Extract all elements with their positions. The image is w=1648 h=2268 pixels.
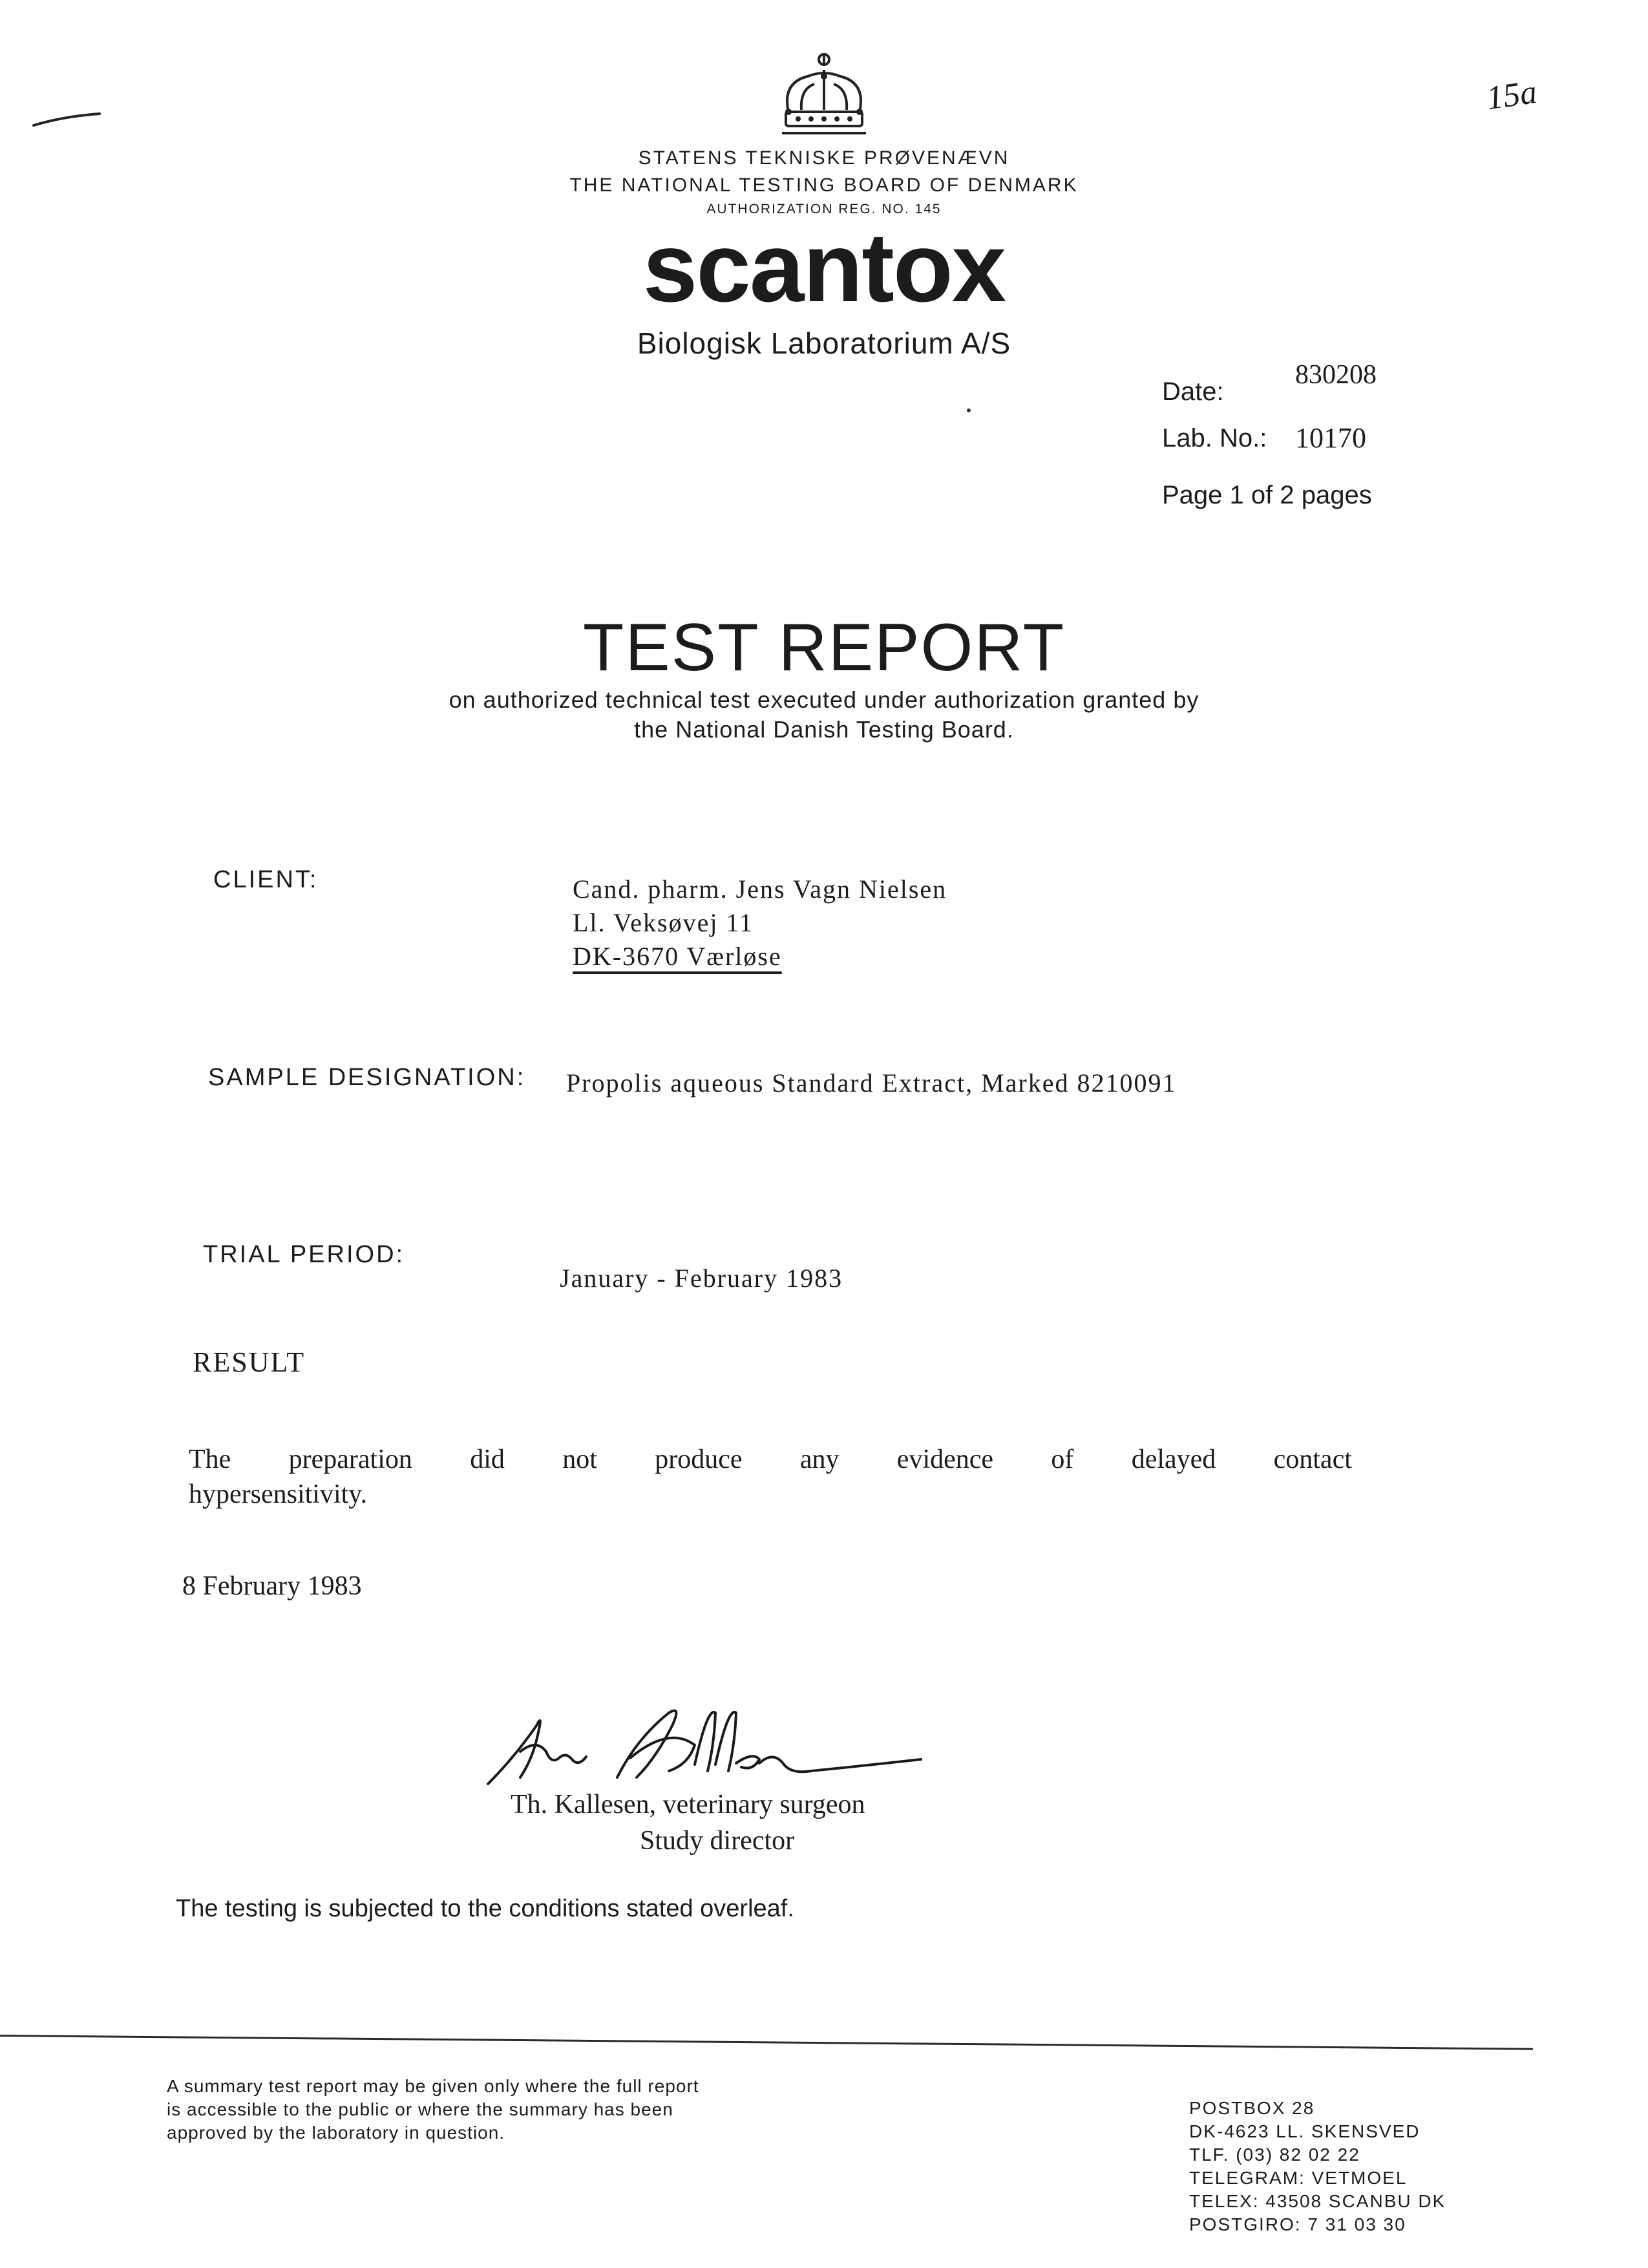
lab-number-label: Lab. No.: xyxy=(1162,424,1267,452)
signer-name: Th. Kallesen, veterinary surgeon xyxy=(511,1790,865,1819)
client-city: DK-3670 Værløse xyxy=(573,942,782,971)
sample-designation-label: SAMPLE DESIGNATION: xyxy=(208,1064,526,1091)
result-word: contact xyxy=(1273,1445,1352,1474)
company-wordmark: scantox xyxy=(642,213,1006,323)
signer-title: Study director xyxy=(640,1826,795,1856)
date-label: Date: xyxy=(1162,377,1224,406)
client-label: CLIENT: xyxy=(213,866,319,893)
result-heading: RESULT xyxy=(193,1346,306,1378)
crown-logo-icon xyxy=(763,50,885,147)
report-subtitle-line-2: the National Danish Testing Board. xyxy=(634,716,1014,743)
page-count: Page 1 of 2 pages xyxy=(1162,481,1372,509)
footer-divider xyxy=(0,2035,1533,2050)
result-word: did xyxy=(470,1445,505,1474)
stray-pen-mark xyxy=(31,111,102,128)
footer-address-line: TLF. (03) 82 02 22 xyxy=(1189,2145,1360,2165)
trial-period-value: January - February 1983 xyxy=(560,1264,843,1293)
result-word: any xyxy=(799,1445,840,1474)
laboratory-name: Biologisk Laboratorium A/S xyxy=(637,326,1011,360)
client-street: Ll. Veksøvej 11 xyxy=(573,908,754,937)
result-word: delayed xyxy=(1131,1445,1216,1474)
stray-dot xyxy=(967,408,971,412)
footer-address-line: TELEGRAM: VETMOEL xyxy=(1189,2168,1408,2188)
date-value: 830208 xyxy=(1295,360,1377,390)
authorization-number: AUTHORIZATION REG. NO. 145 xyxy=(706,202,942,217)
footer-address-line: POSTBOX 28 xyxy=(1189,2098,1315,2118)
footer-note-line: A summary test report may be given only where the full report xyxy=(167,2076,699,2096)
conditions-note: The testing is subjected to the conditions stated overleaf. xyxy=(176,1895,794,1922)
sample-designation-value: Propolis aqueous Standard Extract, Marked 8210091 xyxy=(566,1068,1177,1097)
footer-note-line: approved by the laboratory in question. xyxy=(167,2123,505,2143)
trial-period-label: TRIAL PERIOD: xyxy=(203,1241,405,1268)
result-word: produce xyxy=(655,1445,743,1474)
result-word: of xyxy=(1051,1445,1074,1474)
result-text-line-1 xyxy=(189,1444,1352,1475)
result-word: preparation xyxy=(288,1445,412,1474)
footer-address-line: POSTGIRO: 7 31 03 30 xyxy=(1189,2214,1406,2234)
report-subtitle-line-1: on authorized technical test executed under authorization granted by xyxy=(449,686,1199,713)
footer-address-line: TELEX: 43508 SCANBU DK xyxy=(1189,2191,1446,2211)
result-word: not xyxy=(562,1445,597,1474)
result-text-line-2: hypersensitivity. xyxy=(189,1479,368,1509)
result-word: evidence xyxy=(896,1445,994,1474)
board-name-danish: STATENS TEKNISKE PRØVENÆVN xyxy=(638,147,1010,169)
footer-note-line: is accessible to the public or where the summary has been xyxy=(167,2099,673,2119)
report-date: 8 February 1983 xyxy=(182,1571,362,1601)
lab-number-value: 10170 xyxy=(1295,422,1366,454)
footer-address-line: DK-4623 LL. SKENSVED xyxy=(1189,2121,1421,2141)
report-title: TEST REPORT xyxy=(582,610,1066,685)
handwritten-page-number: 15a xyxy=(1484,73,1539,118)
client-name: Cand. pharm. Jens Vagn Nielsen xyxy=(573,874,947,904)
result-word: The xyxy=(189,1445,231,1474)
board-name-english: THE NATIONAL TESTING BOARD OF DENMARK xyxy=(569,175,1079,196)
